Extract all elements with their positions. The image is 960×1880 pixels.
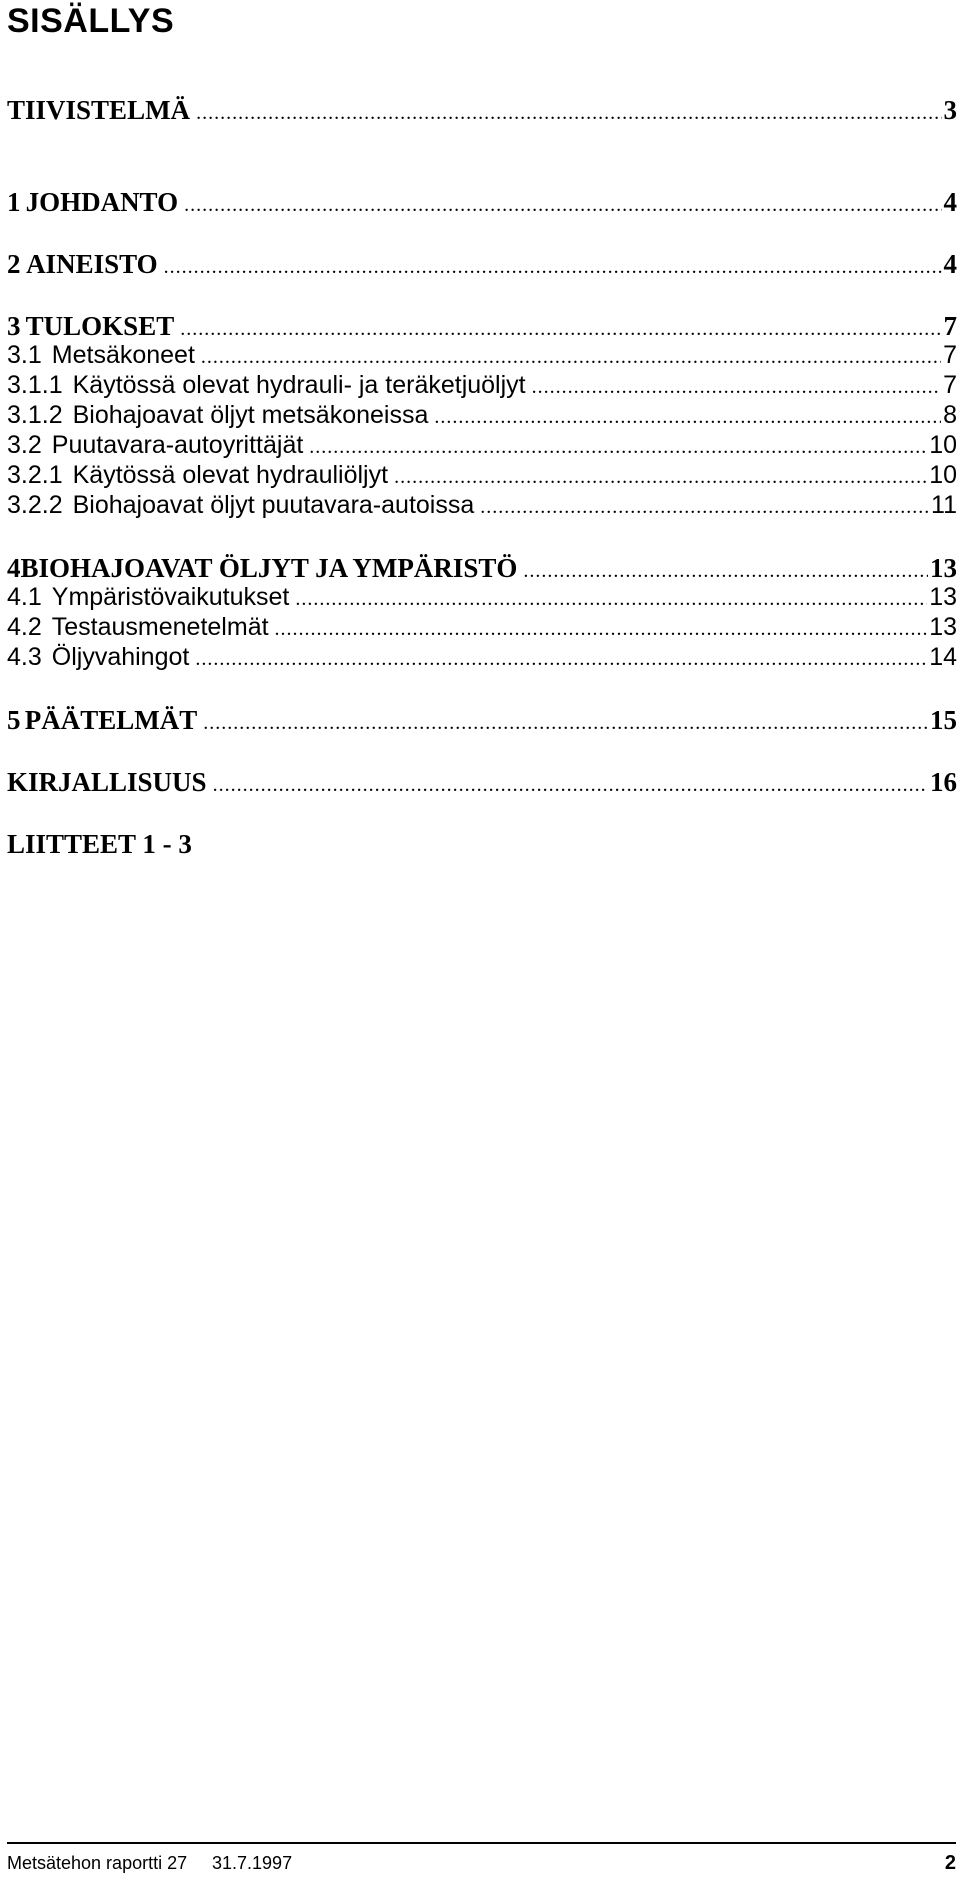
toc-entry-page: 8 [943, 401, 957, 429]
toc-entry-label: Ympäristövaikutukset [51, 583, 290, 611]
toc-entry-label: TIIVISTELMÄ [7, 95, 191, 125]
toc-entry [7, 767, 957, 798]
toc-entry [7, 311, 957, 342]
footer-page-number: 2 [944, 1852, 956, 1874]
toc-entry-page: 13 [929, 613, 957, 641]
toc-entry [7, 401, 957, 430]
toc-entry-number: 3.2.1 [7, 461, 63, 489]
toc-entry-page: 10 [929, 431, 957, 459]
page-title: SISÄLLYS [7, 2, 175, 40]
footer-report-name: Metsätehon raportti 27 [7, 1853, 188, 1873]
toc-leader-dots [203, 712, 928, 735]
toc-entry-page: 11 [931, 491, 957, 519]
footer-date: 31.7.1997 [212, 1853, 293, 1873]
toc-leader-dots [394, 466, 927, 489]
toc-entry-page: 4 [943, 249, 957, 279]
toc-entry-page: 7 [943, 371, 957, 399]
toc-leader-dots [309, 436, 927, 459]
toc-entry-label: JOHDANTO [25, 187, 179, 217]
toc-entry-label: Öljyvahingot [51, 643, 190, 671]
toc-entry [7, 461, 957, 490]
toc-leader-dots [195, 648, 927, 671]
toc-entry-page: 13 [929, 583, 957, 611]
toc-entry-label: TULOKSET [25, 311, 175, 341]
toc-entry-label: Puutavara-autoyrittäjät [51, 431, 304, 459]
toc-entry-number: 3.2 [7, 431, 42, 459]
toc-entry-page: 4 [943, 187, 957, 217]
table-of-contents [7, 0, 957, 1060]
toc-entry [7, 705, 957, 736]
toc-entry [7, 829, 957, 860]
toc-entry [7, 249, 957, 280]
toc-leader-dots [532, 376, 941, 399]
toc-entry [7, 491, 957, 520]
toc-leader-dots [523, 560, 928, 583]
toc-entry [7, 187, 957, 218]
toc-entry-number: 3.1 [7, 341, 42, 369]
toc-entry-label: BIOHAJOAVAT ÖLJYT JA YMPÄRISTÖ [20, 553, 518, 583]
toc-entry-label: Metsäkoneet [51, 341, 195, 369]
toc-leader-dots [295, 588, 927, 611]
toc-entry-label: Käytössä olevat hydrauli- ja teräketjuöljyt [72, 371, 526, 399]
toc-entry-label: LIITTEET 1 - 3 [7, 829, 192, 859]
toc-entry [7, 643, 957, 672]
toc-entry [7, 553, 957, 584]
toc-entry-number: 4 [7, 553, 21, 583]
toc-entry-label: Biohajoavat öljyt metsäkoneissa [72, 401, 429, 429]
toc-entry [7, 583, 957, 612]
toc-entry-page: 15 [930, 705, 957, 735]
toc-entry-number: 4.3 [7, 643, 42, 671]
toc-leader-dots [434, 406, 941, 429]
toc-leader-dots [180, 318, 941, 341]
toc-leader-dots [164, 256, 942, 279]
toc-entry-number: 1 [7, 187, 21, 217]
toc-entry-label: KIRJALLISUUS [7, 767, 207, 797]
toc-entry-number: 2 [7, 249, 21, 279]
toc-entry-number: 3 [7, 311, 21, 341]
toc-entry [7, 371, 957, 400]
page-footer [7, 1842, 956, 1875]
toc-entry-page: 13 [930, 553, 957, 583]
toc-entry-label: PÄÄTELMÄT [24, 705, 198, 735]
toc-entry [7, 431, 957, 460]
toc-entry [7, 95, 957, 126]
toc-entry-page: 7 [943, 341, 957, 369]
toc-entry-page: 3 [943, 95, 957, 125]
toc-entry-label: Käytössä olevat hydrauliöljyt [72, 461, 389, 489]
toc-entry [7, 613, 957, 642]
toc-entry-number: 3.1.2 [7, 401, 63, 429]
toc-entry [7, 341, 957, 370]
toc-entry-number: 4.2 [7, 613, 42, 641]
toc-entry-number: 4.1 [7, 583, 42, 611]
toc-entry-label: Biohajoavat öljyt puutavara-autoissa [72, 491, 475, 519]
toc-entry-label: AINEISTO [26, 249, 158, 279]
toc-leader-dots [480, 496, 929, 519]
toc-entry-page: 16 [930, 767, 957, 797]
toc-leader-dots [213, 774, 928, 797]
toc-entry-number: 5 [7, 705, 21, 735]
toc-leader-dots [275, 618, 928, 641]
toc-entry-label: Testausmenetelmät [51, 613, 269, 641]
toc-entry-page: 10 [929, 461, 957, 489]
toc-leader-dots [201, 346, 941, 369]
toc-entry-page: 14 [929, 643, 957, 671]
toc-entry-page: 7 [943, 311, 957, 341]
toc-leader-dots [184, 194, 941, 217]
toc-entry-number: 3.1.1 [7, 371, 63, 399]
toc-leader-dots [196, 102, 941, 125]
toc-entry-number: 3.2.2 [7, 491, 63, 519]
